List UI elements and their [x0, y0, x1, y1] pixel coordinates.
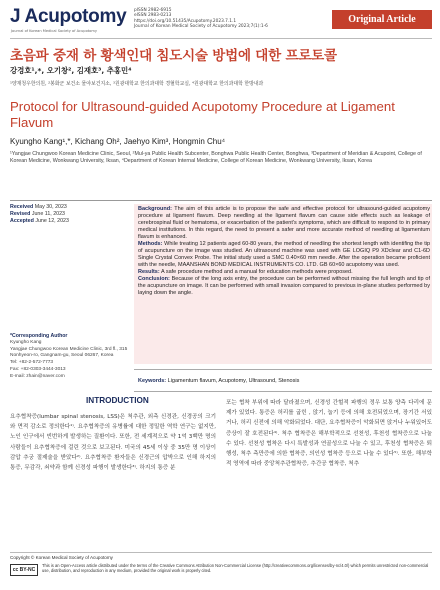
corresponding-email[interactable]: E-mail: zhain@naver.com — [10, 373, 65, 379]
korean-affiliations: ¹양재청우한의원, ²봉화군 보건소 물야보건지소, ³원광대학교 한의과대학 경혈학교실, ⁴원광대학교 한의과대학 한방내과 — [10, 81, 264, 87]
accepted-date: Accepted June 12, 2023 — [10, 218, 69, 225]
journal-header — [10, 6, 432, 40]
body-column-right: 포는 협착 부위에 따라 달라졌으며, 신경성 간헐적 파행의 정우 보통 양측 다리에 문제가 있었다. 통증은 허리를 굽힌 , 앉기, 눕기 등에 의해 호전되었으며, 장기간 서있거나, 허리 신전에 의해 악화되었다. 대단, 요추협착증이 악화되면 앉거나 누워있어도 증상이 잘 호전된다⁴⁾. 척추 협착증은 해부학적으로 선천성, 후천성 협착증으로 나눌 수 있다. 선천성 협착은 다시 특발성과 연골성으로 나눌 수 있고, 후천성 협착증은 퇴행성, 척추 측만증에 의한 협착증, 의인성 협착증 등으로 나눌 수 있다⁵⁾. 또한, 해부학적 영역에 따라 중앙척추관협착증, 추간공 협착증, 척추 — [226, 400, 432, 468]
english-title: Protocol for Ultrasound-guided Acupotomy Procedure at Ligament Flavum — [10, 99, 395, 130]
citation: Journal of Korean Medical Society of Acupotomy 2023;7(1):1-6 — [134, 24, 268, 30]
korean-authors: 강경호¹,*, 오기창², 김재호³, 추홍민⁴ — [10, 66, 132, 75]
article-dates — [10, 204, 128, 226]
results-label: Results: — [138, 269, 160, 275]
keywords — [138, 378, 299, 384]
received-date: Received May 30, 2023 — [10, 204, 67, 210]
doi-link[interactable]: https://doi.org/10.51435/Acupotomy.2023.7.1.1 — [134, 18, 237, 24]
results-text: A safe procedure method and a manual for education methods were proposed. — [160, 269, 353, 275]
issn-print: pISSN 2982-6915 — [134, 8, 172, 13]
keywords-text: Ligamentum flavum, Acupotomy, Ultrasound, Stenosis — [167, 378, 300, 384]
issn-online: eISSN 2983-0213 — [134, 13, 172, 19]
license-text: This is an Open-Access article distributed under the terms of the Creative Commons Attribution Non-Commercial License (http://creativecommons.org/licenses/by-nc/4.0/) which permits unrestricted non-commercial use, distribution, and reproduction in any medium, provided the original work is properly cited. — [42, 563, 429, 574]
header-divider — [10, 38, 432, 39]
body-column-left: 요추협착증(lumbar spinal stenosis, LSS)은 척추관, 외측 신경관, 신경공의 크기와 면적 감소로 정의한다¹⁾. 요추협착증의 유병률에 대한 정밀한 역학 연구는 없지만, 노인 인구에서 빈번하게 발생하는 질환이다. 또한, 전 세계적으로 약 1억 3백만 명의 사람들이 요추협착증에 걸린 것으로 보고된다. 미국의 45세 이상 중 35만 명 이상이 감압 추궁 절제술을 받았다²⁾. 요추협착증 환자들은 신경근의 압박으로 인해 하지의 통증, 무감각, 쇠약과 함께 신경성 파행이 발생한다³⁾. 하지의 통증 분 — [10, 414, 216, 472]
journal-logo: J Acupotomy — [10, 6, 127, 27]
corresponding-author — [10, 333, 130, 381]
conclusion-label: Conclusion: — [138, 276, 170, 282]
corresponding-heading: *Corresponding Author — [10, 333, 68, 339]
abstract — [138, 206, 430, 297]
methods-label: Methods: — [138, 241, 163, 247]
abstract-divider — [10, 200, 432, 201]
cc-license-icon: cc BY-NC — [10, 564, 38, 576]
journal-subtitle: Journal of Korean Medical Society of Acupotomy — [11, 29, 98, 33]
korean-title: 초음파 중재 하 황색인대 침도시술 방법에 대한 프로토콜 — [10, 48, 337, 64]
background-text: The aim of this article is to propose the safe and effective protocol for ultrasound-guided acupotomy procedure at ligament flavum. Deep needling at the ligament flavum can cause side effects such as leakage of cerebrospinal fluid or hematoma, or exacerbation of the patient's symptoms, which are difficult to respond to in primary medical institutions. In this regard, the need to present a safer and more accurate method of needling at ligamentum flavum is enhanced. — [138, 206, 430, 240]
corresponding-fax: Fax: +82-0303-3444-3013 — [10, 366, 66, 372]
journal-meta — [134, 8, 268, 30]
english-affiliations: ¹Yangjae Chungwoo Korean Medicine Clinic, Seoul, ²Mul-ya Public Health Subcenter, Bonghwa Public Health Center, Bonghwa, ³Department of Meridian & Acupoint, College of Korean Medicine, Wonkwang University, Iksan, ⁴Department of Korean Internal Medicine, College of Korean Medicine, Wonkwang University, Iksan, Korea — [10, 151, 422, 164]
keywords-bottom-rule — [134, 391, 432, 392]
methods-text: While treating 12 patients aged 60-80 years, the method of needling the shortest length with identifing the tip of acupuncture on the image was studied. An ultrasound machine was used with GE LOGIQ P9 XDclear and C1-6D Single Crystal Convex Probe. The initial study used a SMC 0.40×60 mm needle. After the operation became proficient with the needle, MAANSHAN BOND MEDICAL INSTRUMENTS CO. LTD. GB 60×60 acupotomy was used. — [138, 241, 430, 268]
corresponding-tel: Tel: +82-2-572-7773 — [10, 360, 54, 366]
corresponding-name: Kyungho Kang — [10, 339, 42, 345]
conclusion-text: Because of the long axis entry, the procedure can be performed without missing the full length and tip of the acupuncture on image. It can be performed with small invasion compared to previous in-plane studies performed by laying down the angle. — [138, 276, 430, 296]
copyright: Copyright © Korean Medical Society of Acupotomy — [10, 555, 113, 560]
footer-divider — [10, 552, 432, 553]
keywords-label: Keywords: — [138, 378, 167, 384]
introduction-heading: INTRODUCTION — [86, 396, 149, 405]
keywords-top-rule — [134, 369, 432, 370]
background-label: Background: — [138, 206, 172, 212]
english-authors: Kyungho Kang¹,*, Kichang Oh², Jaehyo Kim³, Hongmin Chu⁴ — [10, 137, 226, 146]
corresponding-address: Yangjae Chungwoo Korean Medicine Clinic, 3rd fl., 315 Nonhyeon-ro, Gangnam-gu, Seoul 06267, Korea — [10, 346, 128, 359]
article-type-badge: Original Article — [332, 10, 432, 29]
revised-date: Revised June 11, 2023 — [10, 211, 65, 218]
